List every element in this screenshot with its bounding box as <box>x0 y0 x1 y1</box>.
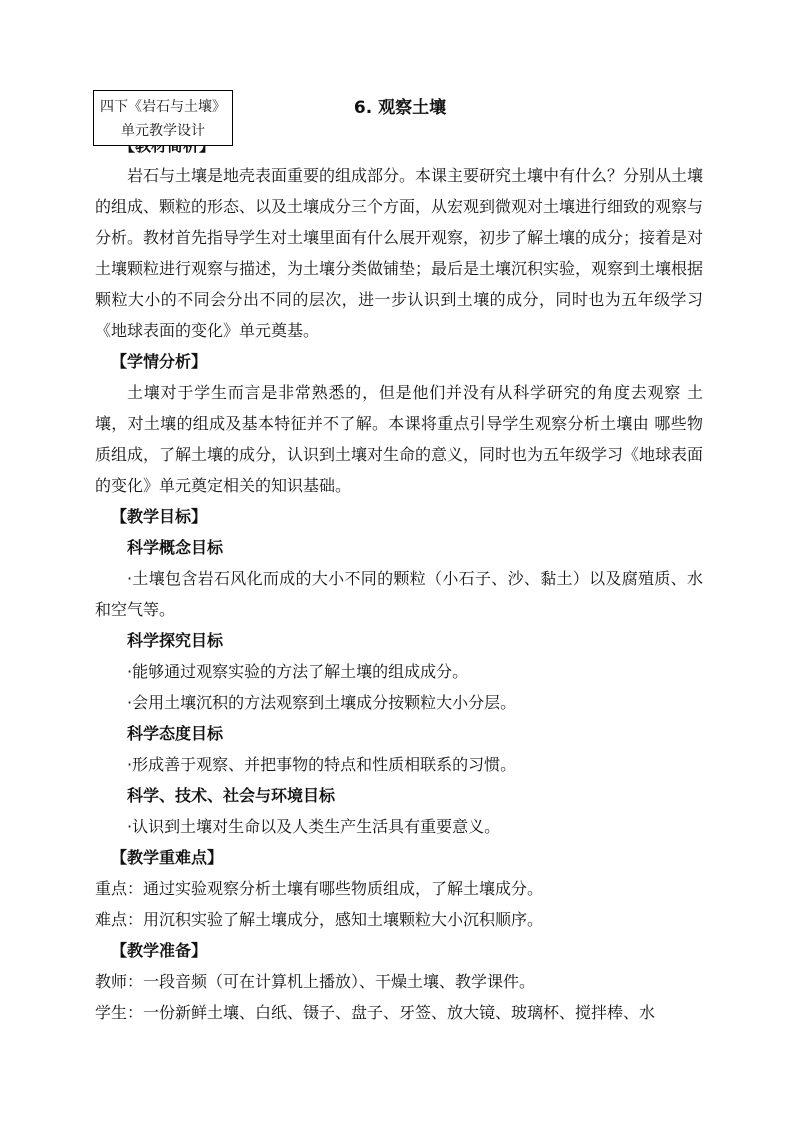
difficult-point: 难点：用沉积实验了解土壤成分，感知土壤颗粒大小沉积顺序。 <box>95 910 544 929</box>
unit-label-box <box>93 90 233 146</box>
subheading-inquiry: 科学探究目标 <box>127 631 224 650</box>
concept-goal-item: ·土壤包含岩石风化而成的大小不同的颗粒（小石子、沙、黏土）以及腐殖质、水和空气等。 <box>95 569 703 619</box>
subheading-concept: 科学概念目标 <box>127 538 224 557</box>
inquiry-goal-item-1: ·能够通过观察实验的方法了解土壤的组成成分。 <box>127 662 469 681</box>
key-point: 重点：通过实验观察分析土壤有哪些物质组成，了解土壤成分。 <box>95 879 544 898</box>
learner-analysis-paragraph: 土壤对于学生而言是非常熟悉的，但是他们并没有从科学研究的角度去观察 土壤，对土壤的组成及基本特征并不了解。本课将重点引导学生观察分析土壤由 哪些物质组成，了解土壤的成分，认识到土壤对生命的意义，同时也为五年级学习《地球表面的变化》单元奠定相关的知识基础。 <box>95 383 704 495</box>
document-body <box>95 160 703 1028</box>
unit-label-line2: 单元教学设计 <box>121 123 205 139</box>
section-heading-preparation: 【教学准备】 <box>111 941 208 960</box>
subheading-attitude: 科学态度目标 <box>127 724 224 743</box>
textbook-analysis-paragraph: 岩石与土壤是地壳表面重要的组成部分。本课主要研究土壤中有什么？分别从土壤的组成、颗粒的形态、以及土壤成分三个方面，从宏观到微观对土壤进行细致的观察与分析。教材首先指导学生对土壤里面有什么展开观察，初步了解土壤的成分；接着是对土壤颗粒进行观察与描述，为土壤分类做铺垫；最后是土壤沉积实验，观察到土壤根据颗粒大小的不同会分出不同的层次，进一步认识到土壤的成分，同时也为五年级学习《地球表面的变化》单元奠基。 <box>95 166 704 340</box>
prep-student: 学生：一份新鲜土壤、白纸、镊子、盘子、牙签、放大镜、玻璃杯、搅拌棒、水 <box>95 1003 656 1022</box>
inquiry-goal-item-2: ·会用土壤沉积的方法观察到土壤成分按颗粒大小分层。 <box>127 693 517 712</box>
prep-teacher: 教师：一段音频（可在计算机上播放）、干燥土壤、教学课件。 <box>95 972 536 991</box>
attitude-goal-item: ·形成善于观察、并把事物的特点和性质相联系的习惯。 <box>127 755 517 774</box>
page-title: 6. 观察土壤 <box>353 98 447 118</box>
section-heading-learner: 【学情分析】 <box>111 352 208 371</box>
section-heading-keypoints: 【教学重难点】 <box>111 848 224 867</box>
sts-goal-item: ·认识到土壤对生命以及人类生产生活具有重要意义。 <box>127 817 501 836</box>
subheading-sts: 科学、技术、社会与环境目标 <box>127 786 336 805</box>
unit-label-line1: 四下《岩石与土壤》 <box>100 99 226 115</box>
section-heading-goals: 【教学目标】 <box>111 507 208 526</box>
